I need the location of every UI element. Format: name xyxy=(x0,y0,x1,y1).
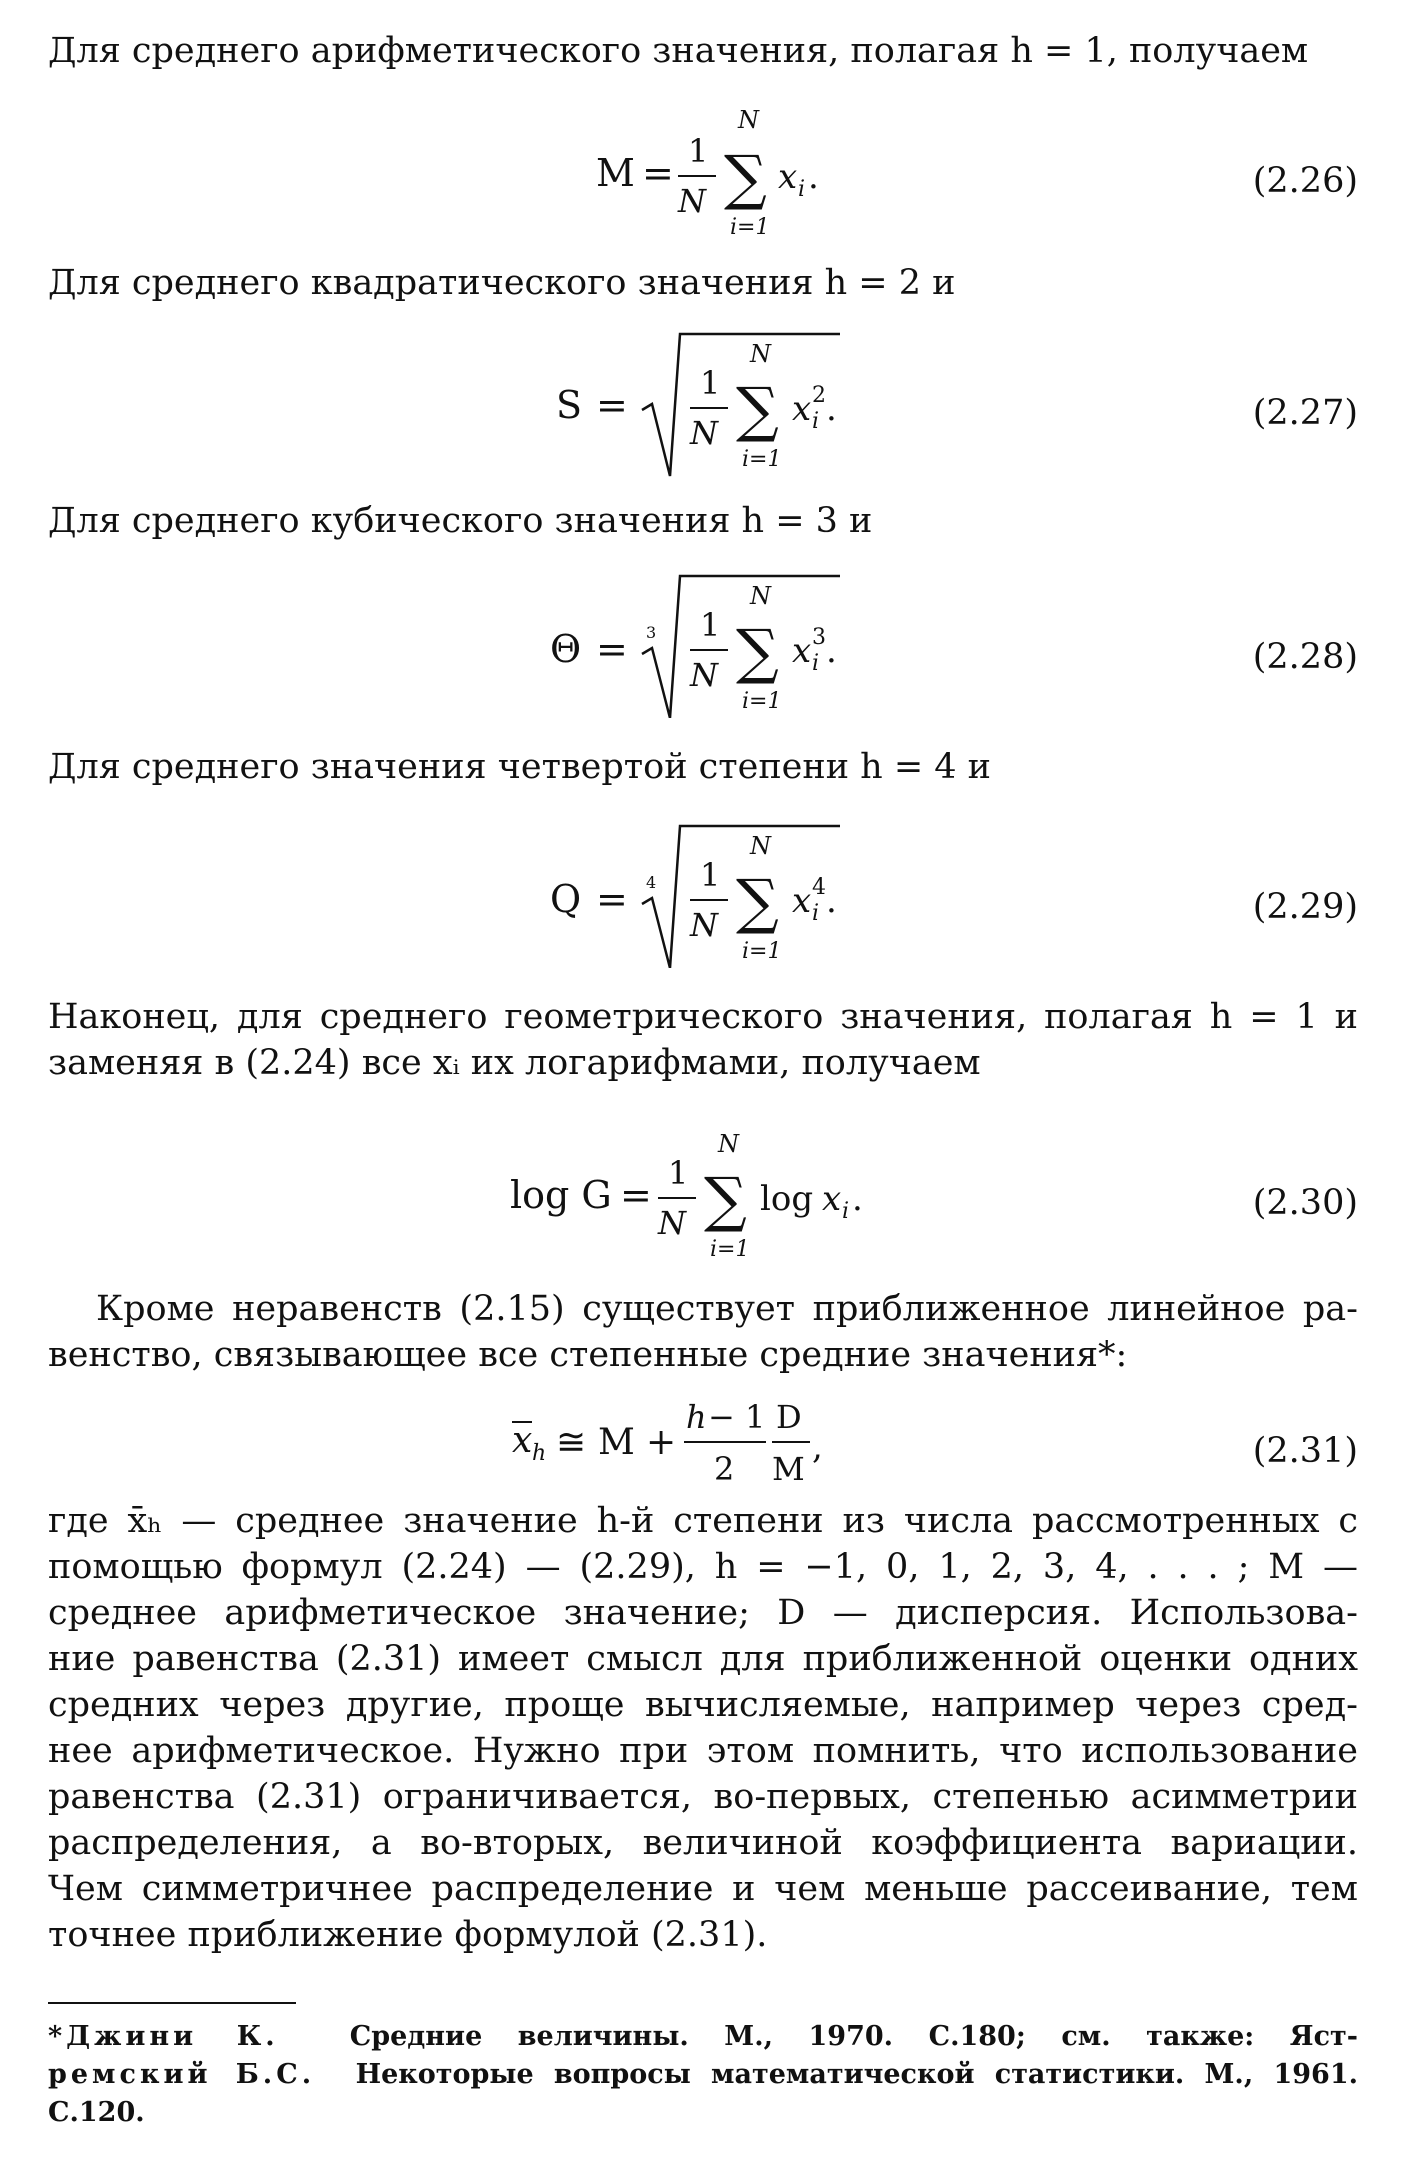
svg-text:.: . xyxy=(826,389,837,429)
svg-text:i: i xyxy=(812,409,820,434)
svg-text:x: x xyxy=(512,1420,533,1461)
svg-text:1: 1 xyxy=(668,1154,689,1192)
text-line: Для среднего значения четвертой степени h = 4 и xyxy=(48,747,992,787)
text-line: Для среднего квадратического значения h = 2 и xyxy=(48,263,956,303)
paragraph-geom-intro xyxy=(48,994,1358,1086)
equation-number: (2.26) xyxy=(1252,161,1358,201)
svg-text:≅: ≅ xyxy=(556,1422,587,1463)
svg-text:1: 1 xyxy=(700,606,721,644)
svg-text:1: 1 xyxy=(688,132,709,170)
svg-text:M: M xyxy=(772,1450,805,1488)
text-line: Чем симметричнее распределение и чем меньше рассеивание, тем xyxy=(48,1869,1358,1909)
svg-text:4: 4 xyxy=(812,875,826,900)
text-line: распределения, а во-вторых, величиной коэффициента вариации. xyxy=(48,1823,1358,1863)
svg-text:x: x xyxy=(822,1179,842,1219)
svg-text:=: = xyxy=(620,1173,652,1217)
svg-text:D: D xyxy=(776,1398,802,1436)
svg-text:− 1: − 1 xyxy=(708,1398,766,1436)
formula-arith-mean xyxy=(48,100,1358,250)
text-line: точнее приближение формулой (2.31). xyxy=(48,1915,768,1955)
svg-text:,: , xyxy=(812,1427,823,1467)
footnote-line: С.120. xyxy=(48,2097,145,2128)
svg-text:N: N xyxy=(678,182,706,220)
paragraph-approx-equality xyxy=(48,1286,1358,1378)
svg-text:.: . xyxy=(852,1179,863,1219)
footnote-author: *Джини К. xyxy=(48,2021,279,2052)
svg-text:x: x xyxy=(778,157,798,197)
svg-text:i: i xyxy=(842,1199,850,1224)
svg-text:=: = xyxy=(596,627,628,671)
svg-text:.: . xyxy=(826,631,837,671)
svg-text:i: i xyxy=(812,901,820,926)
equation-number: (2.29) xyxy=(1252,887,1358,927)
equation-2-28 xyxy=(48,568,1358,718)
svg-text:1: 1 xyxy=(700,856,721,894)
svg-text:N: N xyxy=(690,656,718,694)
text-line: Наконец, для среднего геометрического значения, полагая h = 1 и xyxy=(48,997,1358,1037)
text-line: среднее арифметическое значение; D — дисперсия. Использова- xyxy=(48,1593,1358,1633)
svg-text:∑: ∑ xyxy=(724,143,767,213)
paragraph-fourth-intro xyxy=(48,744,1358,790)
svg-text:1: 1 xyxy=(700,364,721,402)
svg-text:log: log xyxy=(760,1179,814,1219)
paragraph-arith-intro xyxy=(48,28,1358,74)
formula-geometric-mean xyxy=(48,1118,1358,1268)
svg-text:i=1: i=1 xyxy=(730,215,770,240)
equation-lhs: Q xyxy=(550,877,582,921)
svg-text:∑: ∑ xyxy=(736,867,779,937)
svg-text:N: N xyxy=(750,340,771,368)
svg-text:2: 2 xyxy=(812,383,826,408)
paragraph-explanation xyxy=(48,1498,1358,1958)
equation-2-27 xyxy=(48,328,1358,478)
svg-text:h: h xyxy=(686,1398,707,1436)
svg-text:x: x xyxy=(792,631,812,671)
formula-power-mean-approximation xyxy=(48,1378,1358,1498)
equation-2-31 xyxy=(48,1378,1358,1498)
svg-text:.: . xyxy=(808,157,819,197)
svg-text:=: = xyxy=(642,151,674,195)
svg-text:N: N xyxy=(690,906,718,944)
text-line: где x̄ₕ — среднее значение h-й степени из числа рассмотренных с xyxy=(48,1501,1358,1541)
svg-text:N: N xyxy=(658,1204,686,1242)
equation-number: (2.28) xyxy=(1252,637,1358,677)
text-line: равенства (2.31) ограничивается, во-первых, степенью асимметрии xyxy=(48,1777,1358,1817)
formula-fourth-power-mean xyxy=(48,818,1358,968)
svg-text:∑: ∑ xyxy=(704,1165,747,1235)
equation-lhs: Θ xyxy=(550,627,582,671)
svg-text:i: i xyxy=(798,177,806,202)
svg-text:∑: ∑ xyxy=(736,617,779,687)
formula-quadratic-mean xyxy=(48,328,1358,478)
svg-text:N: N xyxy=(750,832,771,860)
text-line: ние равенства (2.31) имеет смысл для приближенной оценки одних xyxy=(48,1639,1358,1679)
text-line: Для среднего кубического значения h = 3 и xyxy=(48,501,873,541)
svg-text:N: N xyxy=(738,106,759,134)
equation-2-26 xyxy=(48,100,1358,250)
svg-text:x: x xyxy=(792,881,812,921)
equation-number: (2.27) xyxy=(1252,393,1358,433)
equation-2-30 xyxy=(48,1118,1358,1268)
footnote-author: ремский Б.С. xyxy=(48,2059,316,2090)
text-line: средних через другие, проще вычисляемые, например через сред- xyxy=(48,1685,1358,1725)
svg-text:N: N xyxy=(750,582,771,610)
svg-text:x: x xyxy=(792,389,812,429)
footnote-text: Некоторые вопросы математической статистики. М., 1961. xyxy=(355,2059,1359,2090)
footnote-line xyxy=(48,2056,1358,2094)
svg-text:N: N xyxy=(690,414,718,452)
equation-number: (2.30) xyxy=(1252,1183,1358,1223)
svg-text:i=1: i=1 xyxy=(742,689,782,714)
svg-text:2: 2 xyxy=(714,1450,735,1488)
svg-text:i: i xyxy=(812,651,820,676)
svg-text:4: 4 xyxy=(646,873,657,892)
svg-text:3: 3 xyxy=(646,623,657,642)
equation-number: (2.31) xyxy=(1252,1431,1358,1471)
svg-text:i=1: i=1 xyxy=(742,447,782,472)
footnote-text: Средние величины. М., 1970. С.180; см. также: Яст- xyxy=(349,2021,1358,2052)
svg-text:∑: ∑ xyxy=(736,375,779,445)
text-line: Для среднего арифметического значения, полагая h = 1, получаем xyxy=(48,31,1309,71)
svg-text:3: 3 xyxy=(812,625,826,650)
svg-text:M: M xyxy=(598,1422,635,1463)
equation-lhs: S xyxy=(556,383,583,427)
svg-text:=: = xyxy=(596,877,628,921)
svg-text:i=1: i=1 xyxy=(710,1237,750,1262)
text-line: помощью формул (2.24) — (2.29), h = −1, 0, 1, 2, 3, 4, . . . ; M — xyxy=(48,1547,1358,1587)
footnote xyxy=(48,2018,1358,2132)
svg-text:.: . xyxy=(826,881,837,921)
formula-cubic-mean xyxy=(48,568,1358,718)
equation-lhs: log G xyxy=(510,1173,612,1217)
svg-text:i=1: i=1 xyxy=(742,939,782,964)
footnote-line xyxy=(48,2018,1358,2056)
text-line: Кроме неравенств (2.15) существует приближенное линейное ра- xyxy=(96,1289,1358,1329)
svg-text:+: + xyxy=(646,1422,677,1463)
equation-2-29 xyxy=(48,818,1358,968)
footnote-rule xyxy=(48,2002,296,2004)
svg-text:N: N xyxy=(718,1130,739,1158)
text-line: нее арифметическое. Нужно при этом помнить, что использование xyxy=(48,1731,1358,1771)
paragraph-cubic-intro xyxy=(48,498,1358,544)
text-line: венство, связывающее все степенные средние значения*: xyxy=(48,1335,1128,1375)
equation-lhs: M xyxy=(596,151,635,195)
paragraph-quad-intro xyxy=(48,260,1358,306)
svg-text:=: = xyxy=(596,383,628,427)
text-line: заменяя в (2.24) все xᵢ их логарифмами, получаем xyxy=(48,1043,981,1083)
svg-text:h: h xyxy=(532,1441,547,1466)
